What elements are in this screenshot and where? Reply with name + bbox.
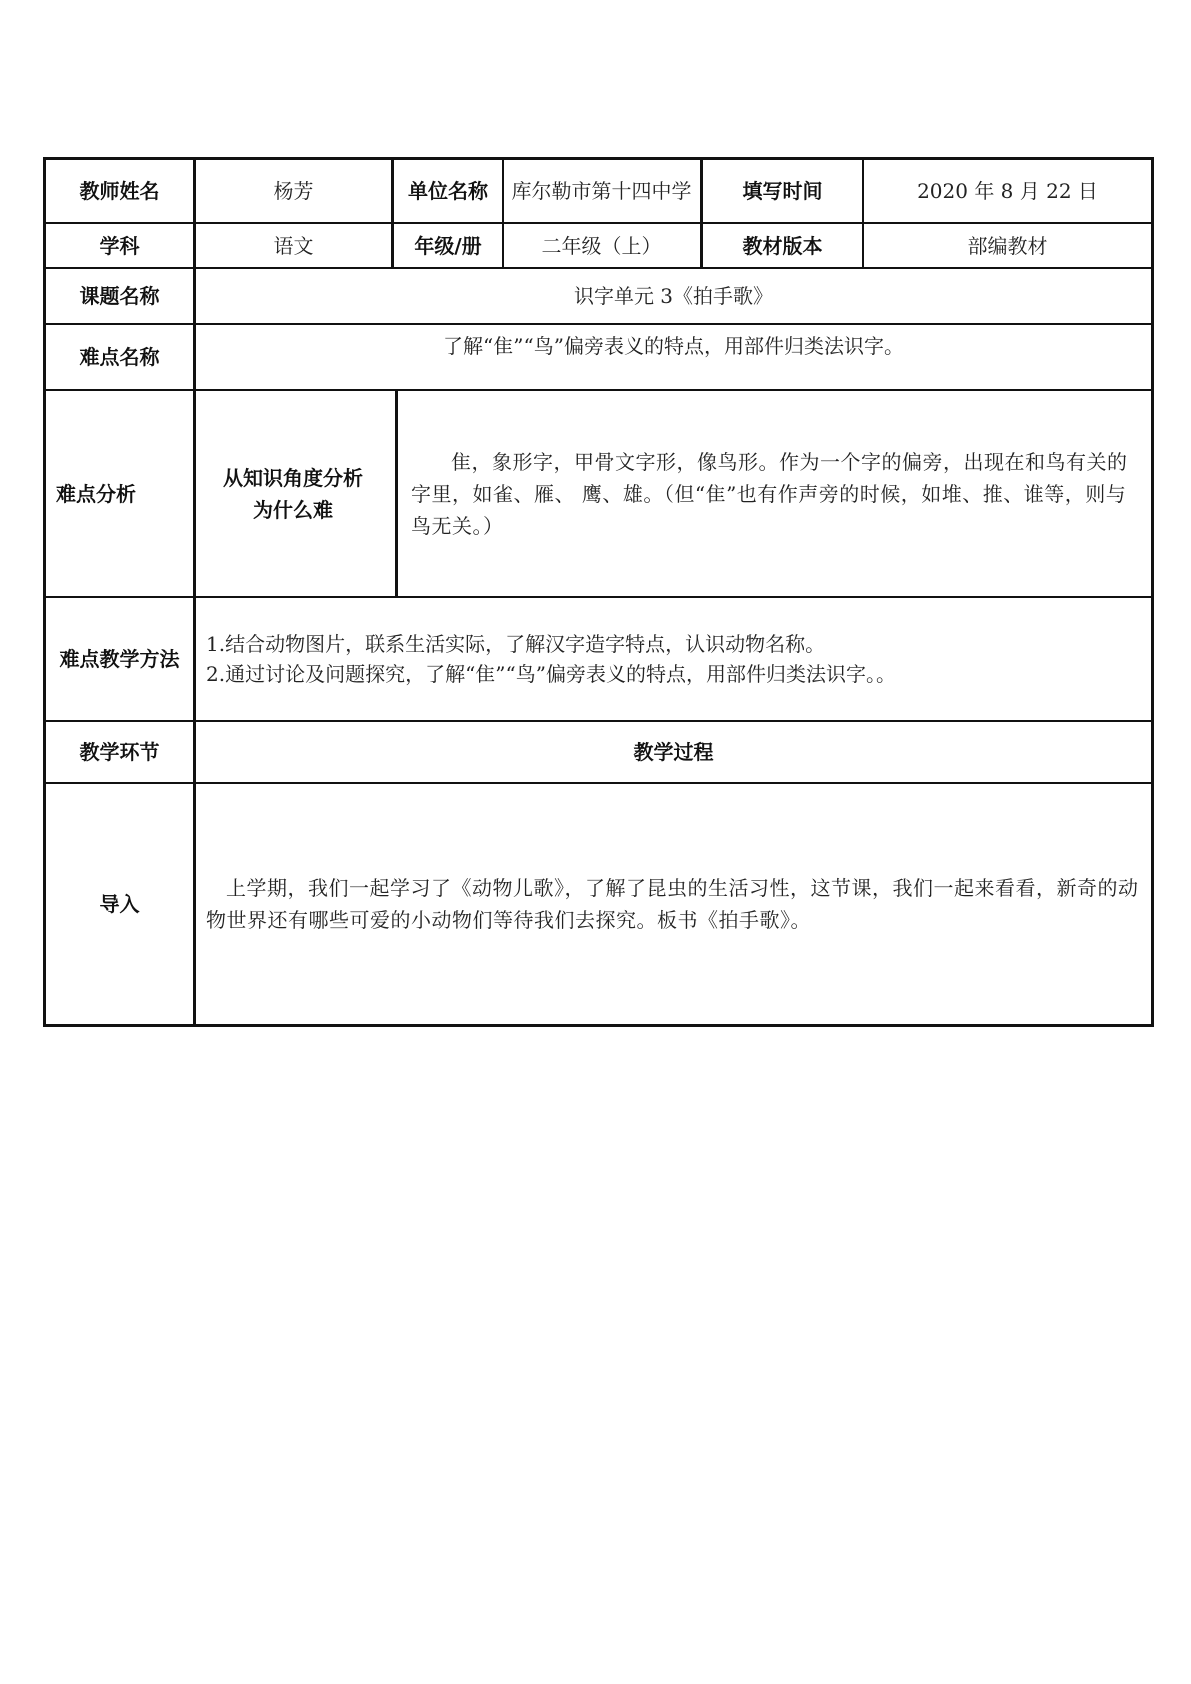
textbook-label: 教材版本: [742, 233, 823, 258]
header-row-1: [43, 160, 1153, 222]
method-label: 难点教学方法: [59, 647, 180, 671]
topic-row: [43, 269, 1153, 323]
process-title: 教学过程: [633, 740, 714, 764]
analysis-text: [399, 391, 1151, 596]
header-row-2: [43, 224, 1153, 267]
table-border-bottom: [43, 1024, 1154, 1027]
unit-label: 单位名称: [408, 179, 488, 203]
teacher-name: 杨芳: [273, 179, 314, 203]
intro-label: 导入: [99, 892, 140, 916]
subject-label: 学科: [99, 233, 140, 258]
intro-paragraph: 上学期，我们一起学习了《动物儿歌》，了解了昆虫的生活习性，这节课，我们一起来看看，新奇的动物世界还有哪些可爱的小动物们等待我们去探究。板书《拍手歌》。: [206, 876, 1139, 932]
date-label: 填写时间: [742, 179, 823, 203]
difficulty-label: 难点名称: [79, 345, 160, 369]
analysis-label: 难点分析: [56, 481, 136, 506]
grade-value: 二年级（上）: [541, 233, 662, 258]
date-value: 2020 年 8 月 22 日: [917, 179, 1098, 203]
analysis-sub-label: 从知识角度分析为什么难: [223, 465, 363, 522]
method-line-2: 2.通过讨论及问题探究，了解“隹”“鸟”偏旁表义的特点，用部件归类法识字。。: [206, 662, 896, 686]
unit-name: 库尔勒市第十四中学: [511, 179, 692, 203]
analysis-row: [43, 391, 1153, 596]
difficulty-value: 了解“隹”“鸟”偏旁表义的特点，用部件归类法识字。: [443, 334, 904, 358]
difficulty-row: [43, 325, 1153, 389]
intro-text: [196, 784, 1151, 1024]
topic-label: 课题名称: [79, 284, 160, 308]
method-line-1: 1.结合动物图片，联系生活实际，了解汉字造字特点，认识动物名称。: [206, 632, 826, 656]
grade-label: 年级/册: [414, 233, 482, 258]
teacher-label: 教师姓名: [79, 179, 160, 203]
analysis-paragraph: 隹，象形字，甲骨文字形，像鸟形。作为一个字的偏旁，出现在和鸟有关的字里，如雀、雁、 鹰、雄。（但“隹”也有作声旁的时候，如堆、推、谁等，则与鸟无关。）: [411, 449, 1128, 538]
textbook-value: 部编教材: [967, 233, 1048, 258]
method-row: [43, 598, 1153, 720]
process-row: [43, 722, 1153, 782]
method-text: [196, 598, 1151, 720]
subject-value: 语文: [273, 233, 314, 258]
topic-value: 识字单元 3《拍手歌》: [573, 284, 774, 308]
process-label: 教学环节: [79, 740, 160, 764]
intro-row: [43, 784, 1153, 1024]
